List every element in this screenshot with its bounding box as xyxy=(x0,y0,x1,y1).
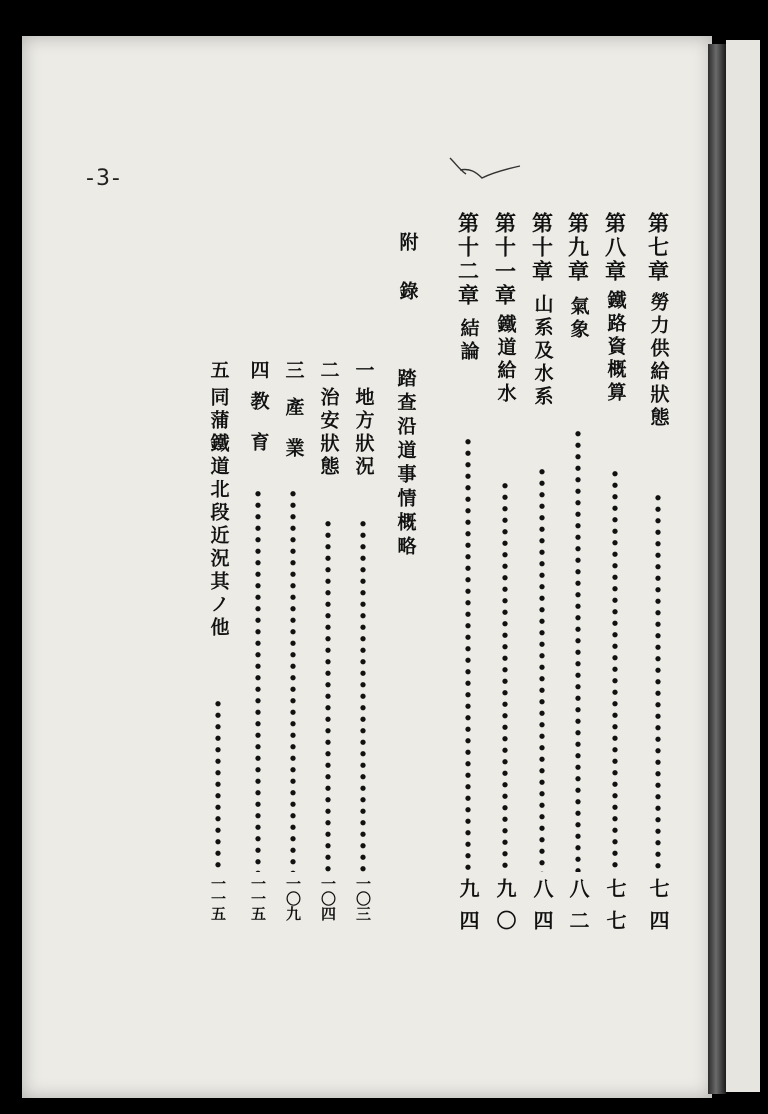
appendix-item-page: 一〇三 xyxy=(354,876,372,921)
chapter-title: 第七章 xyxy=(645,212,671,284)
appendix-heading: 踏查沿道事情概略 xyxy=(394,368,417,560)
chapter-subtitle: 鐵路資概算 xyxy=(604,290,627,405)
toc-entry-chapter-7 xyxy=(643,0,673,960)
leader-dots xyxy=(465,436,471,872)
toc-entry-chapter-9 xyxy=(563,0,593,960)
appendix-item-number: 五 xyxy=(207,360,230,383)
leader-dots xyxy=(612,468,618,872)
chapter-page: 八二 xyxy=(566,878,590,942)
leader-dots xyxy=(575,428,581,872)
chapter-page: 九〇 xyxy=(493,878,517,942)
appendix-item-page: 一一五 xyxy=(209,876,227,921)
leader-dots xyxy=(655,492,661,872)
facing-page-edge xyxy=(726,40,760,1092)
chapter-title: 第九章 xyxy=(565,212,591,284)
chapter-subtitle: 結論 xyxy=(457,318,480,364)
leader-dots xyxy=(539,466,545,872)
appendix-item-number: 三 xyxy=(282,360,305,383)
appendix-item-title: 治安狀態 xyxy=(317,387,340,479)
appendix-item-title: 教育 xyxy=(247,391,270,473)
chapter-title: 第十章 xyxy=(529,212,555,284)
leader-dots xyxy=(360,518,366,872)
toc-entry-chapter-8 xyxy=(600,0,630,960)
toc-entry-chapter-11 xyxy=(490,0,520,960)
book-spine xyxy=(708,44,726,1094)
appendix-item-number: 四 xyxy=(247,360,270,383)
appendix-item-number: 二 xyxy=(317,360,340,383)
appendix-item-title: 地方狀況 xyxy=(352,387,375,479)
page-number-mark: -3- xyxy=(86,166,122,191)
appendix-item-4 xyxy=(243,0,273,960)
appendix-item-page: 一〇四 xyxy=(319,876,337,921)
chapter-subtitle: 山系及水系 xyxy=(531,294,554,409)
appendix-item-number: 一 xyxy=(352,360,375,383)
appendix-item-title: 同蒲鐵道北段近況其ノ他 xyxy=(207,387,230,640)
chapter-page: 七四 xyxy=(646,878,670,942)
toc-entry-chapter-12 xyxy=(453,0,483,960)
chapter-subtitle: 勞力供給狀態 xyxy=(647,292,670,430)
appendix-item-1 xyxy=(348,0,378,960)
toc-entry-chapter-10 xyxy=(527,0,557,960)
chapter-page: 九四 xyxy=(456,878,480,942)
chapter-subtitle: 氣象 xyxy=(567,296,590,342)
appendix-item-5 xyxy=(203,0,233,960)
leader-dots xyxy=(325,518,331,872)
leader-dots xyxy=(255,488,261,872)
chapter-title: 第十二章 xyxy=(455,212,481,308)
leader-dots xyxy=(290,488,296,872)
appendix-item-title: 產業 xyxy=(282,397,305,479)
chapter-subtitle: 鐵道給水 xyxy=(494,314,517,406)
appendix-label: 附錄 xyxy=(396,232,419,330)
appendix-item-3 xyxy=(278,0,308,960)
leader-dots xyxy=(215,698,221,872)
chapter-page: 七七 xyxy=(603,878,627,942)
appendix-item-page: 一一五 xyxy=(249,876,267,921)
appendix-item-page: 一〇九 xyxy=(284,876,302,921)
leader-dots xyxy=(502,480,508,872)
chapter-page: 八四 xyxy=(530,878,554,942)
appendix-heading-column xyxy=(390,0,420,960)
appendix-item-2 xyxy=(313,0,343,960)
chapter-title: 第八章 xyxy=(602,212,628,284)
chapter-title: 第十一章 xyxy=(492,212,518,308)
